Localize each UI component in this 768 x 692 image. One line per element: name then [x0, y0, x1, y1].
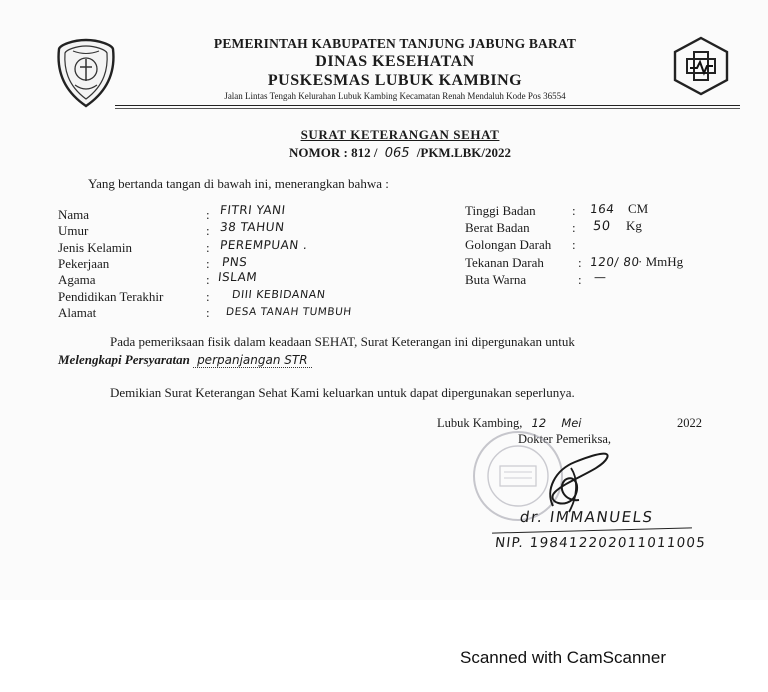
regency-emblem-icon: [55, 37, 117, 109]
label-tekanan-darah: Tekanan Darah: [465, 255, 544, 270]
label-jenis-kelamin: Jenis Kelamin: [58, 240, 133, 255]
scanner-watermark: Scanned with CamScanner: [460, 648, 667, 667]
colon: :: [578, 255, 582, 270]
value-tekanan-darah: 120/ 80: [589, 255, 641, 269]
label-golongan-darah: Golongan Darah: [465, 237, 552, 252]
label-nama: Nama: [58, 207, 90, 222]
purpose-line: [58, 352, 312, 368]
colon: :: [578, 272, 582, 287]
value-jenis-kelamin: PEREMPUAN .: [219, 238, 309, 252]
letterhead-address: Jalan Lintas Tengah Kelurahan Lubuk Kambing Kecamatan Renah Mendaluh Kode Pos 36554: [224, 91, 566, 101]
value-buta-warna: —: [593, 270, 608, 284]
document-number-handwritten: 065: [384, 146, 410, 161]
signing-day: 12: [531, 416, 547, 430]
label-agama: Agama: [58, 272, 96, 287]
health-service-logo-icon: [670, 35, 732, 97]
letterhead-divider-thin: [115, 108, 740, 109]
purpose-value: perpanjangan STR: [193, 353, 311, 368]
label-buta-warna: Buta Warna: [465, 272, 527, 287]
label-umur: Umur: [58, 223, 89, 238]
statement-line-1: Pada pemeriksaan fisik dalam keadaan SEHAT, Surat Keterangan ini dipergunakan untuk: [110, 334, 575, 349]
value-berat: 50: [592, 219, 612, 234]
unit-berat: Kg: [626, 218, 642, 233]
purpose-label: Melengkapi Persyaratan: [58, 352, 190, 367]
label-alamat: Alamat: [58, 305, 97, 320]
colon: :: [572, 237, 576, 252]
colon: :: [206, 305, 210, 320]
colon: :: [206, 207, 210, 222]
signing-place: Lubuk Kambing,: [437, 416, 523, 430]
value-alamat: DESA TANAH TUMBUH: [225, 306, 353, 318]
doctor-name: dr. IMMANUELS: [518, 508, 655, 526]
colon: :: [206, 256, 210, 271]
label-berat: Berat Badan: [465, 220, 530, 235]
colon: :: [206, 240, 210, 255]
label-pekerjaan: Pekerjaan: [58, 256, 110, 271]
colon: :: [572, 203, 576, 218]
doctor-name-underline: [492, 527, 692, 533]
value-pendidikan: DIII KEBIDANAN: [231, 288, 327, 301]
letterhead-clinic: PUSKESMAS LUBUK KAMBING: [267, 72, 523, 89]
unit-tekanan-darah: · MmHg: [638, 254, 684, 269]
value-umur: 38 TAHUN: [219, 220, 286, 234]
signing-month: Mei: [561, 416, 582, 430]
document-number-suffix: /PKM.LBK/2022: [416, 145, 512, 160]
label-tinggi: Tinggi Badan: [465, 203, 536, 218]
letterhead-government: PEMERINTAH KABUPATEN TANJUNG JABUNG BARAT: [213, 36, 577, 51]
colon: :: [206, 289, 210, 304]
document-title: SURAT KETERANGAN SEHAT: [300, 127, 500, 142]
closing-statement: Demikian Surat Keterangan Sehat Kami keluarkan untuk dapat dipergunakan seperlunya.: [110, 385, 575, 400]
letterhead-agency: DINAS KESEHATAN: [315, 53, 475, 70]
letterhead: [125, 36, 665, 101]
value-nama: FITRI YANI: [219, 203, 287, 217]
doctor-role: Dokter Pemeriksa,: [518, 432, 612, 446]
document-number-prefix: NOMOR : 812 /: [288, 145, 378, 160]
colon: :: [206, 223, 210, 238]
document-number: [230, 145, 570, 161]
signing-year: 2022: [677, 416, 702, 430]
value-pekerjaan: PNS: [221, 255, 249, 269]
intro-text: Yang bertanda tangan di bawah ini, menerangkan bahwa :: [88, 176, 389, 191]
value-tinggi: 164: [589, 202, 616, 216]
value-agama: ISLAM: [217, 270, 258, 284]
label-pendidikan: Pendidikan Terakhir: [58, 289, 164, 304]
colon: :: [572, 220, 576, 235]
doctor-nip: NIP. 198412202011011005: [494, 535, 707, 551]
unit-tinggi: CM: [628, 201, 649, 216]
letterhead-divider: [115, 105, 740, 106]
colon: :: [206, 272, 210, 287]
